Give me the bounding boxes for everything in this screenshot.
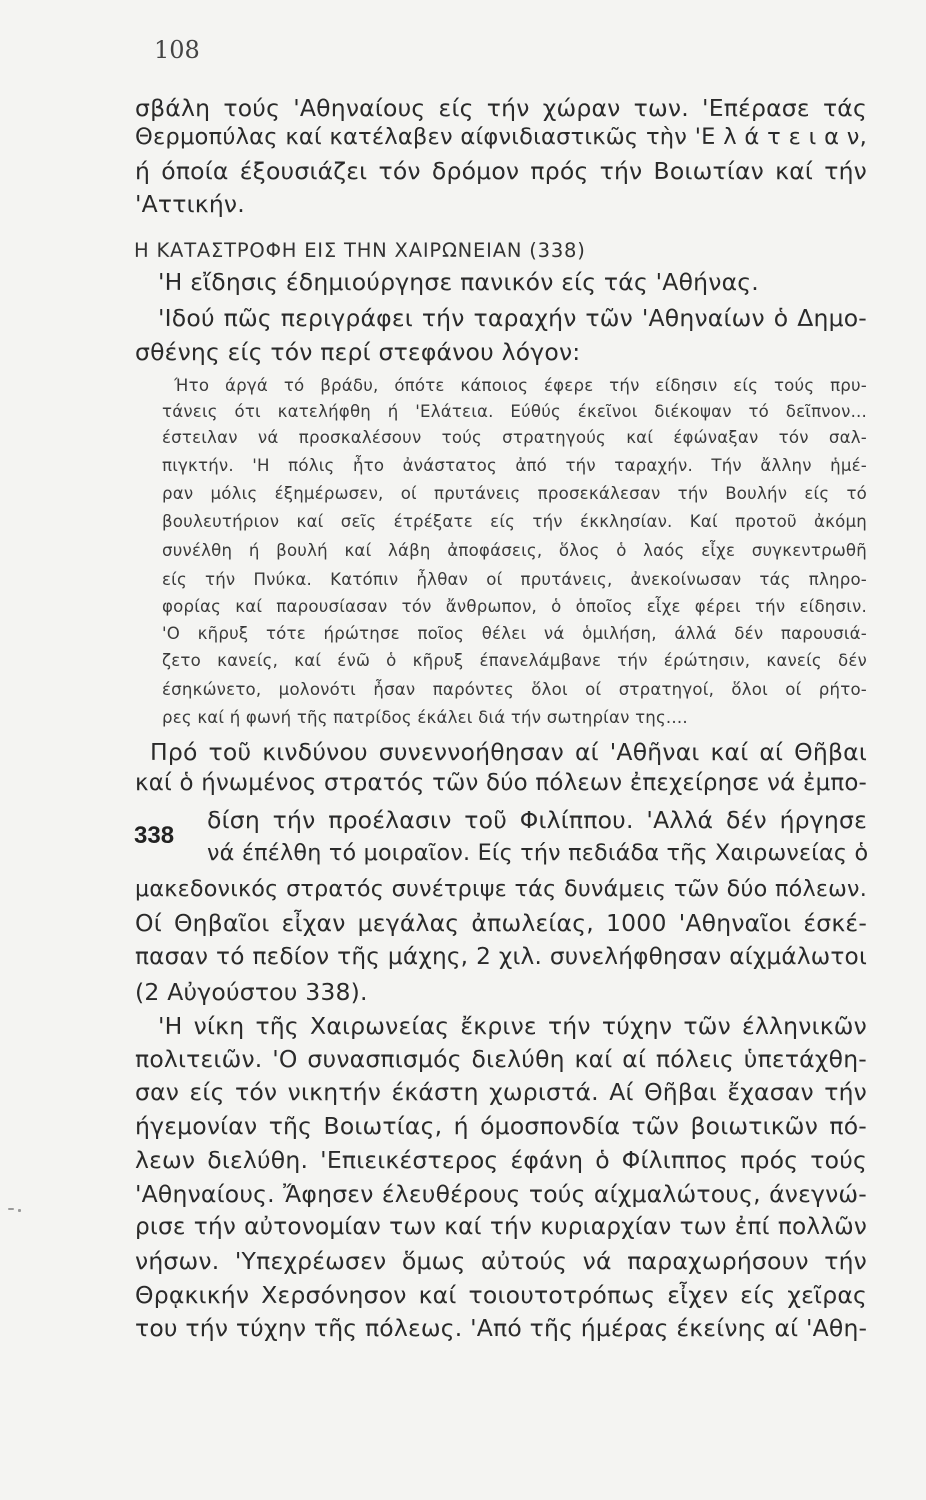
quote-line: Ήτο άργά τό βράδυ, όπότε κάποιος έφερε τήν είδησιν είς τούς πρυ- xyxy=(174,376,867,395)
text-line: Πρό τοῦ κινδύνου συνεννοήθησαν αί 'Αθῆναι καί αί Θῆβαι xyxy=(150,738,867,766)
text-line: ήγεμονίαν τῆς Βοιωτίας, ή όμοσπονδία τῶν βοιωτικῶν πό- xyxy=(135,1112,867,1140)
quote-line: συνέλθη ή βουλή καί λάβη ἀποφάσεις, ὅλος ὁ λαός εἶχε συγκεντρωθῆ xyxy=(162,541,867,560)
quote-line: τάνεις ότι κατελήφθη ή 'Ελάτεια. Εύθύς έκεῖνοι διέκοψαν τό δεῖπνον... xyxy=(162,402,867,421)
text-line: ρισε τήν αὐτονομίαν των καί τήν κυριαρχίαν των ἐπί πολλῶν xyxy=(135,1213,867,1240)
text-line: Θερμοπύλας καί κατέλαβεν αίφνιδιαστικῶς τὴν 'Ε λ ά τ ε ι α ν, xyxy=(135,124,867,150)
text-line: 'Αττικήν. xyxy=(135,190,245,218)
text-line: (2 Αὐγούστου 338). xyxy=(135,978,368,1006)
text-line: ή όποία έξουσιάζει τόν δρόμον πρός τήν Βοιωτίαν καί τήν xyxy=(135,157,867,185)
text-line: 'Αθηναίους. Ἄφησεν έλευθέρους τούς αίχμαλώτους, άνεγνώ- xyxy=(135,1180,867,1208)
margin-date: 338 xyxy=(134,822,175,849)
text-line: σθένης είς τόν περί στεφάνου λόγον: xyxy=(135,338,581,366)
quote-line: βουλευτήριον καί σεῖς έτρέξατε είς τήν έκκλησίαν. Καί προτοῦ ἀκόμη xyxy=(162,512,867,531)
text-line: νήσων. 'Υπεχρέωσεν ὅμως αὐτούς νά παραχωρήσουν τήν xyxy=(135,1247,867,1275)
text-line: δίση τήν προέλασιν τοῦ Φιλίππου. 'Αλλά δέν ήργησε xyxy=(207,806,867,834)
text-line: Οί Θηβαῖοι εἶχαν μεγάλας ἀπωλείας, 1000 'Αθηναῖοι έσκέ- xyxy=(135,909,867,937)
scan-speck xyxy=(8,1208,14,1210)
text-line: νά έπέλθη τό μοιραῖον. Είς τήν πεδιάδα τῆς Χαιρωνείας ὁ xyxy=(207,840,869,866)
text-line: 'Η εἴδησις έδημιούργησε πανικόν είς τάς 'Αθήνας. xyxy=(158,268,759,296)
quote-line: είς τήν Πνύκα. Κατόπιν ἦλθαν οί πρυτάνεις, ἀνεκοίνωσαν τάς πληρο- xyxy=(162,570,867,589)
section-heading: Η ΚΑΤΑΣΤΡΟΦΗ ΕΙΣ ΤΗΝ ΧΑΙΡΩΝΕΙΑΝ (338) xyxy=(134,239,586,262)
text-line: πολιτειῶν. 'Ο συνασπισμός διελύθη καί αί πόλεις ὑπετάχθη- xyxy=(135,1045,867,1073)
quote-line: πιγκτήν. 'Η πόλις ἦτο ἀνάστατος ἀπό τήν ταραχήν. Τήν ἄλλην ἡμέ- xyxy=(162,456,867,475)
quote-line: ραν μόλις έξημέρωσεν, οί πρυτάνεις προσεκάλεσαν τήν Βουλήν είς τό xyxy=(162,484,867,503)
scan-speck xyxy=(18,1209,21,1212)
quote-line: έσηκώνετο, μολονότι ἦσαν παρόντες ὅλοι οί στρατηγοί, ὅλοι οί ρήτο- xyxy=(162,680,867,699)
quote-line: ρες καί ή φωνή τῆς πατρίδος έκάλει διά τήν σωτηρίαν της.... xyxy=(162,708,688,727)
text-line: πασαν τό πεδίον τῆς μάχης, 2 χιλ. συνελήφθησαν αίχμάλωτοι xyxy=(135,943,867,970)
text-line: σαν είς τόν νικητήν έκάστη χωριστά. Αί Θῆβαι ἔχασαν τήν xyxy=(135,1078,867,1106)
text-line: σβάλη τούς 'Αθηναίους είς τήν χώραν των. 'Επέρασε τάς xyxy=(135,94,867,122)
text-line: μακεδονικός στρατός συνέτριψε τάς δυνάμεις τῶν δύο πόλεων. xyxy=(135,876,867,902)
quote-line: φορίας καί παρουσίασαν τόν ἄνθρωπον, ὁ ὁποῖος εἶχε φέρει τήν είδησιν. xyxy=(162,597,867,616)
text-line: 'Ιδού πῶς περιγράφει τήν ταραχήν τῶν 'Αθηναίων ὁ Δημο- xyxy=(158,304,867,332)
page-number: 108 xyxy=(154,36,200,64)
text-line: καί ὁ ήνωμένος στρατός τῶν δύο πόλεων ἐπεχείρησε νά ἐμπο- xyxy=(135,770,867,796)
text-line: 'Η νίκη τῆς Χαιρωνείας ἔκρινε τήν τύχην τῶν έλληνικῶν xyxy=(158,1012,867,1040)
quote-line: 'Ο κῆρυξ τότε ήρώτησε ποῖος θέλει νά ὁμιλήση, άλλά δέν παρουσιά- xyxy=(162,624,867,643)
text-line: λεων διελύθη. 'Επιεικέστερος έφάνη ὁ Φίλιππος πρός τούς xyxy=(135,1146,867,1174)
text-line: Θρᾳκικήν Χερσόνησον καί τοιουτοτρόπως εἶχεν είς χεῖρας xyxy=(135,1281,867,1309)
quote-line: ζετο κανείς, καί ένῶ ὁ κῆρυξ έπανελάμβανε τήν έρώτησιν, κανείς δέν xyxy=(162,651,867,670)
text-line: του τήν τύχην τῆς πόλεως. 'Από τῆς ήμέρας έκείνης αί 'Αθη- xyxy=(135,1314,868,1342)
quote-line: έστειλαν νά προσκαλέσουν τούς στρατηγούς καί έφώναξαν τόν σαλ- xyxy=(162,428,867,447)
